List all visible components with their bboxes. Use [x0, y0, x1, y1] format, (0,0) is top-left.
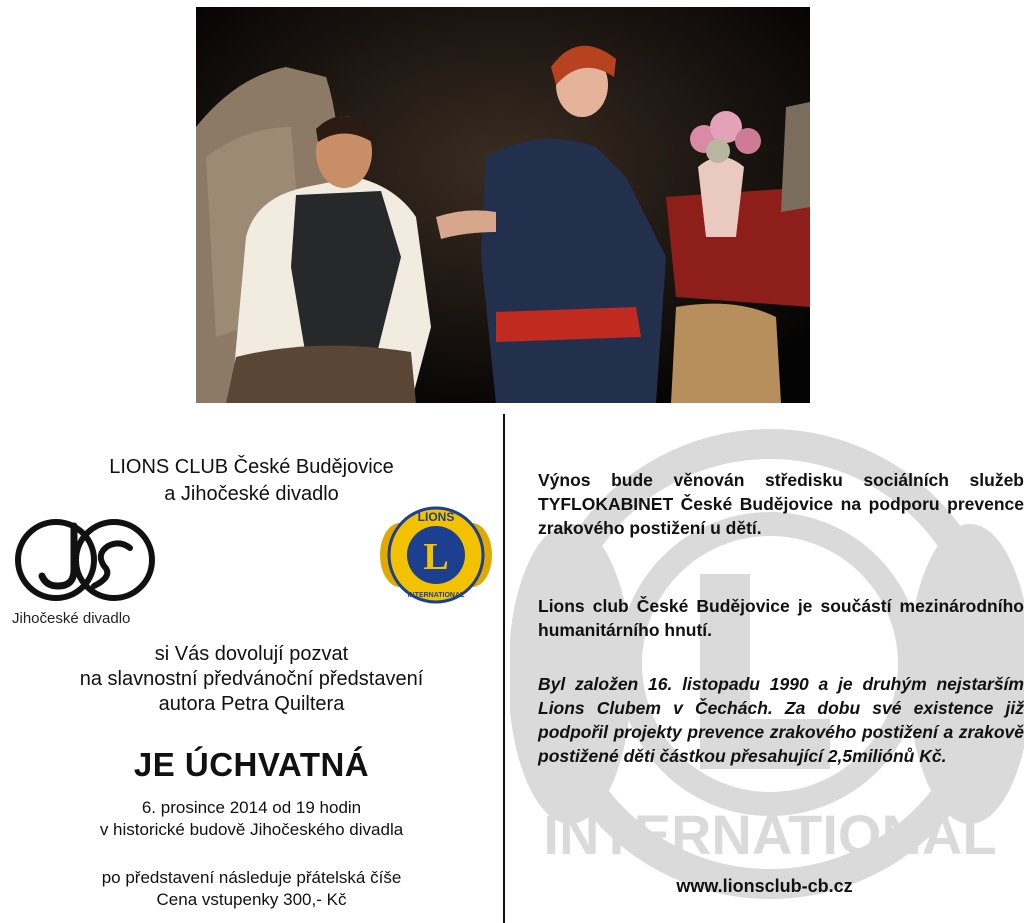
event-date-place: [0, 797, 503, 841]
proceeds-paragraph: Výnos bude věnován středisku sociálních služeb TYFLOKABINET České Budějovice na podporu prevence zrakového postižení u dětí.: [538, 470, 1024, 538]
watermark-text: INTERNATIONAL: [543, 803, 997, 866]
lions-logo-top-text: LIONS: [417, 510, 455, 524]
when-line-1: 6. prosince 2014 od 19 hodin: [141, 798, 362, 817]
invite-line-1: si Vás dovolují pozvat: [154, 643, 349, 665]
play-title: JE ÚCHVATNÁ: [133, 746, 370, 783]
lions-logo-letter: L: [423, 536, 449, 578]
org-line-1: LIONS CLUB České Budějovice: [109, 456, 394, 478]
history-paragraph: Byl založen 16. listopadu 1990 a je druhým nejstarším Lions Clubem v Čechách. Za dobu své existence již podpořil projekty prevence zrakového postižení a zrakově postižené děti částkou přesahující 2,5miliónů Kč.: [538, 674, 1024, 766]
after-event-info: [0, 867, 503, 911]
invitation-text: [0, 642, 503, 717]
jihoceske-divadlo-logo-icon: [10, 512, 160, 608]
jd-logo-name: Jihočeské divadlo: [12, 610, 131, 627]
info-right-column: [505, 414, 1024, 923]
invite-line-2: na slavnostní předvánoční představení: [79, 668, 424, 690]
ticket-price: Cena vstupenky 300,- Kč: [156, 890, 347, 909]
lions-logo-bottom-text: INTERNATIONAL: [407, 592, 465, 599]
lions-international-logo-icon: [380, 500, 492, 610]
movement-paragraph: Lions club České Budějovice je součástí mezinárodního humanitárního hnutí.: [538, 596, 1024, 640]
invite-line-3: autora Petra Quiltera: [158, 693, 345, 715]
when-line-2: v historické budově Jihočeského divadla: [99, 820, 404, 839]
org-line-2: a Jihočeské divadlo: [164, 483, 339, 505]
after-line-1: po představení následuje přátelská číše: [101, 868, 402, 887]
invitation-left-column: [0, 0, 503, 923]
website-link[interactable]: www.lionsclub-cb.cz: [676, 876, 853, 896]
